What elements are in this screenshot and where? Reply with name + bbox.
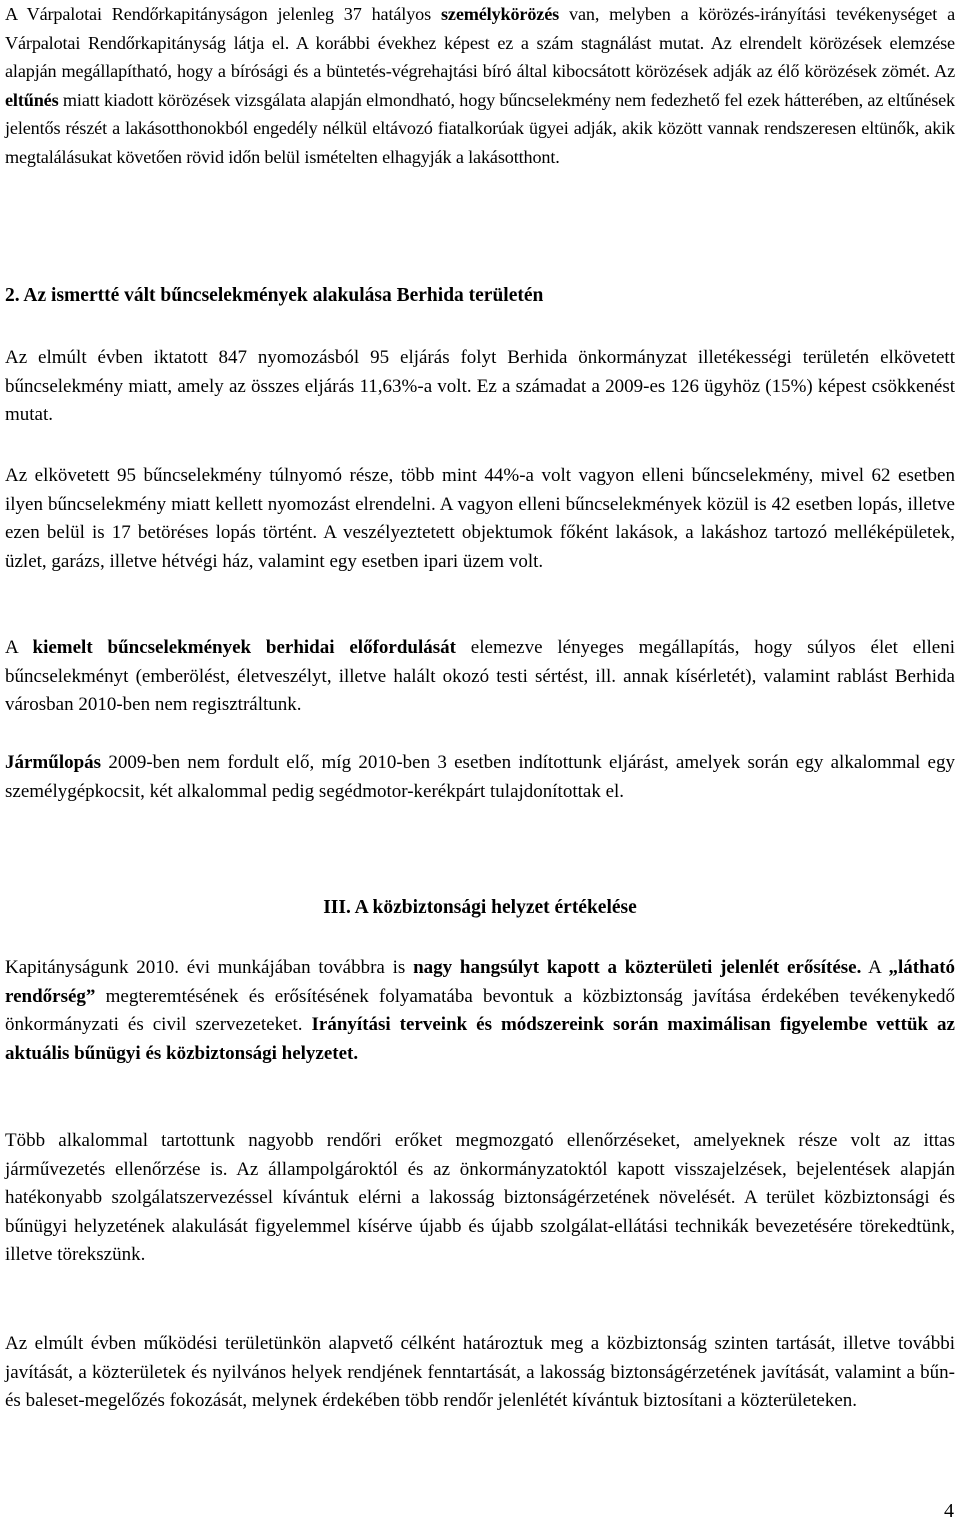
bold-term-wanted-persons: személykörözés — [440, 4, 560, 24]
section-heading-crimes-berhida: 2. Az ismertté vált bűncselekmények alakulása Berhida területén — [5, 285, 544, 306]
paragraph-property-crimes: Az elkövetett 95 bűncselekmény túlnyomó része, több mint 44%-a volt vagyon elleni bűncselekmény, mivel 62 esetben ilyen bűncselekmény miatt kellett nyomozást elrendelni. A vagyon elleni bűncselekmények közül is 42 esetben lopás, illetve ezen belül is 17 betöréses lopás történt. A veszélyeztetett objektumok főként lakások, a lakáshoz tartozó melléképületek, üzlet, garázs, illetve hétvégi ház, valamint egy esetben ipari üzem volt. — [5, 465, 955, 572]
paragraph-text: van, melyben a körözés-irányítási tevékenységet a Várpalotai Rendőrkapitányság látja el. A korábbi évekhez képest ez a szám stagnálást mutat. Az elrendelt körözések elemzése alapján megállapítható, hogy a bírósági és a büntetés-végrehajtási bíró által kibocsátott körözések adják az élő körözések zömét. Az — [5, 4, 955, 82]
bold-term-vehicle-theft: Járműlopás — [5, 752, 102, 773]
paragraph-text: Kapitányságunk 2010. évi munkájában továbbra is — [5, 957, 414, 978]
paragraph-text: A — [5, 637, 33, 658]
paragraph-text: A Várpalotai Rendőrkapitányságon jelenleg 37 hatályos — [5, 4, 441, 24]
paragraph-police-presence — [5, 954, 955, 1068]
paragraph-text: elemezve lényeges megállapítás, hogy súlyos élet elleni bűncselekményt (emberölést, életveszélyt, illetve halált okozó testi sértést, ill. annak kísérletét), valamint rablást Berhida városban 2010-ben nem regisztráltunk. — [5, 637, 955, 716]
paragraph-inspections: Több alkalommal tartottunk nagyobb rendőri erőket megmozgató ellenőrzéseket, amelyeknek része volt az ittas járművezetés ellenőrzése is. Az állampolgároktól és az önkormányzatoktól kapott visszajelzések, bejelentések alapján hatékonyabb szolgálatszervezéssel kívántuk elérni a lakosság biztonságérzetének növelését. A terület közbiztonsági és bűnügyi helyzetének alakulását figyelemmel kísérve újabb és újabb szolgálat-ellátási technikák bevezetésére törekedtünk, illetve törekszünk. — [5, 1130, 955, 1266]
bold-term-serious-crimes: kiemelt bűncselekmények berhidai előfordulását — [32, 637, 456, 658]
paragraph-text: 2009-ben nem fordult elő, míg 2010-ben 3 esetben indítottunk eljárást, amelyek során egy alkalommal egy személygépkocsit, két alkalommal pedig segédmotor-kerékpárt tulajdonítottak el. — [5, 752, 955, 802]
bold-term-disappearance: eltűnés — [5, 89, 59, 110]
paragraph-vehicle-theft — [5, 749, 955, 806]
paragraph-text: megteremtésének és erősítésének folyamatába bevontuk a közbiztonság javítása érdekében tevékenykedő önkormányzati és civil szervezeteket. — [5, 985, 955, 1036]
page-number: 4 — [944, 1500, 954, 1522]
paragraph-investigations: Az elmúlt évben iktatott 847 nyomozásból 95 eljárás folyt Berhida önkormányzat illetékességi területén elkövetett bűncselekmény miatt, amely az összes eljárás 11,63%-a volt. Ez a számadat a 2009-es 126 ügyhöz (15%) képest csökkenést mutat. — [5, 347, 955, 426]
paragraph-goals: Az elmúlt évben működési területünkön alapvető célként határoztuk meg a közbiztonság szinten tartását, illetve további javítását, a közterületek és nyilvános helyek rendjének fenntartását, a lakosság biztonságérzetének javítását, valamint a bűn- és baleset-megelőzés fokozását, melynek érdekében több rendőr jelenlétét kívántuk biztosítani a közterületeken. — [5, 1333, 955, 1412]
section-heading-public-safety: III. A közbiztonsági helyzet értékelése — [323, 897, 637, 918]
bold-phrase: nagy hangsúlyt kapott a közterületi jelenlét erősítése. — [413, 957, 862, 978]
paragraph-wanted-persons — [5, 0, 955, 172]
paragraph-serious-crimes — [5, 634, 955, 720]
paragraph-text: A — [861, 957, 889, 978]
paragraph-text: miatt kiadott körözések vizsgálata alapján elmondható, hogy bűncselekmény nem fedezhető fel ezek hátterében, az eltűnések jelentős részét a lakásotthonokból engedély nélkül eltávozó fiatalkorúak ügyei adják, akik között vannak rendszeresen eltünők, akik megtalálásukat követően rövid időn belül ismételten elhagyják a lakásotthont. — [5, 89, 955, 167]
bold-phrase: „látható rendőrség” — [5, 957, 956, 1007]
bold-phrase: Irányítási terveink és módszereink során maximálisan figyelembe vettük az aktuális bűnügyi és közbiztonsági helyzetet. — [5, 1014, 955, 1064]
